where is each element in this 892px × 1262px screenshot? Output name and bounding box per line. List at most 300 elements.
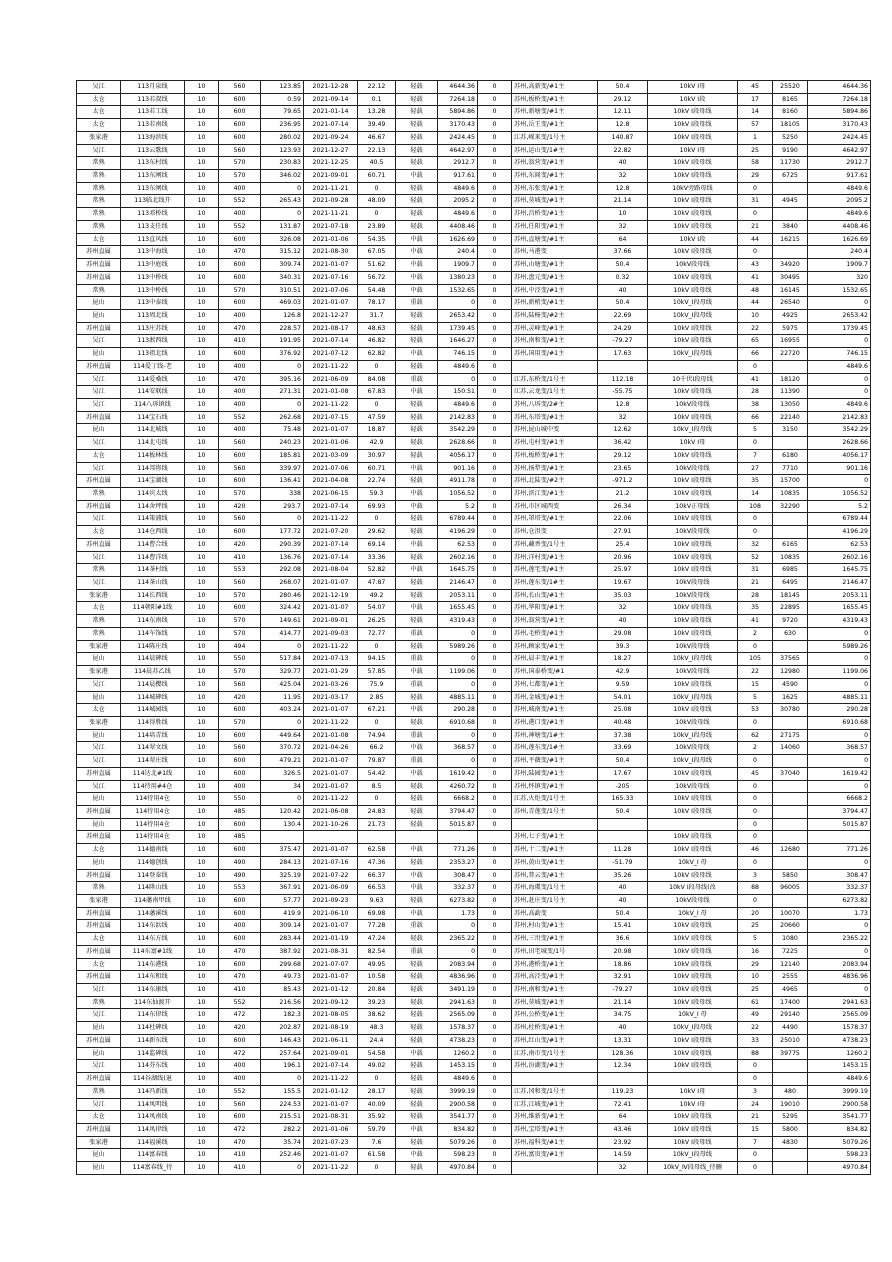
table-row — [77, 144, 871, 157]
cell-available-capacity: 332.37 — [438, 882, 478, 895]
cell-rated-capacity: 400 — [219, 386, 261, 399]
cell-region: 太仓 — [77, 93, 121, 106]
cell-user-count: 0 — [738, 1149, 773, 1162]
cell-user-capacity: 4490 — [773, 1022, 808, 1035]
cell-voltage: 10 — [185, 119, 219, 132]
cell-region: 昆山 — [77, 1022, 121, 1035]
cell-voltage: 10 — [185, 996, 219, 1009]
cell-remaining-capacity: 1578.37 — [808, 1022, 871, 1035]
cell-substation: 苏州,平薇变/#1主 — [512, 755, 598, 768]
cell-bus-section — [648, 1073, 738, 1086]
cell-user-count: 0 — [738, 755, 773, 768]
cell-line-name: 114车饰线 — [121, 627, 185, 640]
cell-line-name: 114藩溪线 — [121, 907, 185, 920]
cell-line-name: 114八坼镇线 — [121, 398, 185, 411]
cell-voltage: 10 — [185, 640, 219, 653]
cell-user-count: 7 — [738, 1136, 773, 1149]
cell-user-capacity — [773, 1073, 808, 1086]
table-row — [77, 704, 871, 717]
cell-remaining-capacity: 2095.2 — [808, 195, 871, 208]
table-row — [77, 271, 871, 284]
cell-bus-section: 10kV_I段母线 — [648, 348, 738, 361]
cell-load-status: 中载 — [396, 907, 438, 920]
cell-remaining-capacity: 2146.47 — [808, 577, 871, 590]
cell-user-count: 41 — [738, 271, 773, 284]
cell-remaining-capacity: 308.47 — [808, 869, 871, 882]
cell-bus-section: 10kV I段母线 — [648, 971, 738, 984]
cell-voltage: 10 — [185, 1047, 219, 1060]
cell-region: 苏州直属 — [77, 869, 121, 882]
cell-max-load: 149.61 — [261, 615, 304, 628]
cell-user-capacity: 8165 — [773, 93, 808, 106]
cell-max-load-date: 2021-08-31 — [304, 1111, 358, 1124]
cell-substation: 苏州,三卅变/#1主 — [512, 933, 598, 946]
cell-line-name: 114宝石线 — [121, 411, 185, 424]
cell-user-count: 52 — [738, 551, 773, 564]
cell-voltage: 10 — [185, 1085, 219, 1098]
cell-line-name: 114北屯线 — [121, 437, 185, 450]
cell-region: 苏州直属 — [77, 475, 121, 488]
cell-region: 苏州直属 — [77, 271, 121, 284]
cell-load-rate: 0 — [358, 716, 396, 729]
cell-line-name: 113中庭线 — [121, 259, 185, 272]
cell-user-count: 66 — [738, 411, 773, 424]
cell-rated-capacity: 600 — [219, 475, 261, 488]
cell-load-rate: 69.93 — [358, 500, 396, 513]
cell-rated-capacity: 570 — [219, 157, 261, 170]
cell-substation-value — [598, 360, 648, 373]
cell-max-load-date: 2021-01-07 — [304, 297, 358, 310]
cell-user-capacity: 37565 — [773, 653, 808, 666]
cell-substation-value: 18.86 — [598, 958, 648, 971]
cell-line-name: 114北城线 — [121, 424, 185, 437]
cell-substation: 苏州,昆山城中变 — [512, 424, 598, 437]
cell-available-capacity: 0 — [438, 945, 478, 958]
cell-load-rate: 48.63 — [358, 322, 396, 335]
cell-max-load: 49.73 — [261, 971, 304, 984]
cell-substation-value: 34.75 — [598, 1009, 648, 1022]
cell-user-capacity: 14060 — [773, 742, 808, 755]
cell-max-load: 375.47 — [261, 844, 304, 857]
cell-max-load-date: 2021-01-12 — [304, 1085, 358, 1098]
cell-flag: 0 — [478, 818, 512, 831]
table-row — [77, 119, 871, 132]
cell-bus-section: 10kV I段母线 — [648, 195, 738, 208]
cell-substation-value: 140.87 — [598, 131, 648, 144]
cell-load-status: 中载 — [396, 742, 438, 755]
cell-line-name: 114板林线 — [121, 449, 185, 462]
cell-region: 常熟 — [77, 220, 121, 233]
cell-rated-capacity: 600 — [219, 602, 261, 615]
cell-load-status: 轻载 — [396, 1098, 438, 1111]
cell-flag: 0 — [478, 780, 512, 793]
cell-substation-value: -79.27 — [598, 335, 648, 348]
cell-max-load: 0 — [261, 640, 304, 653]
cell-region: 太仓 — [77, 933, 121, 946]
cell-max-load-date: 2021-01-19 — [304, 933, 358, 946]
cell-user-count: 0 — [738, 831, 773, 844]
cell-line-name: 114策浦线 — [121, 513, 185, 526]
cell-load-status: 轻载 — [396, 424, 438, 437]
cell-substation-value: 33.69 — [598, 742, 648, 755]
cell-voltage: 10 — [185, 577, 219, 590]
table-row — [77, 780, 871, 793]
cell-load-rate: 22.12 — [358, 81, 396, 94]
cell-flag: 0 — [478, 220, 512, 233]
cell-load-rate: 0 — [358, 1073, 396, 1086]
cell-max-load-date: 2021-01-12 — [304, 984, 358, 997]
cell-region: 太仓 — [77, 602, 121, 615]
cell-user-capacity: 19010 — [773, 1098, 808, 1111]
cell-flag: 0 — [478, 844, 512, 857]
table-row — [77, 984, 871, 997]
cell-substation — [512, 1162, 598, 1175]
cell-substation: 苏州,十二变/#1主 — [512, 844, 598, 857]
cell-load-rate: 54.07 — [358, 602, 396, 615]
cell-rated-capacity: 410 — [219, 984, 261, 997]
cell-max-load: 146.43 — [261, 1034, 304, 1047]
cell-max-load: 299.68 — [261, 958, 304, 971]
table-row — [77, 958, 871, 971]
cell-bus-section: 10kV I段母线 — [648, 945, 738, 958]
cell-remaining-capacity: 5894.86 — [808, 106, 871, 119]
cell-user-capacity: 1080 — [773, 933, 808, 946]
cell-load-rate: 54.35 — [358, 233, 396, 246]
cell-max-load: 479.21 — [261, 755, 304, 768]
cell-load-status: 轻载 — [396, 220, 438, 233]
cell-bus-section: 10kV I段母线 — [648, 984, 738, 997]
cell-voltage: 10 — [185, 907, 219, 920]
cell-flag: 0 — [478, 729, 512, 742]
cell-max-load: 284.13 — [261, 856, 304, 869]
cell-load-status: 中载 — [396, 602, 438, 615]
cell-rated-capacity: 470 — [219, 945, 261, 958]
cell-load-status: 轻载 — [396, 780, 438, 793]
table-row — [77, 233, 871, 246]
cell-user-count: 105 — [738, 653, 773, 666]
cell-user-capacity — [773, 526, 808, 539]
cell-voltage: 10 — [185, 971, 219, 984]
cell-region: 昆山 — [77, 424, 121, 437]
cell-region: 张家港 — [77, 1136, 121, 1149]
cell-line-name: 114陞山线 — [121, 882, 185, 895]
cell-load-rate: 0 — [358, 640, 396, 653]
cell-max-load-date: 2021-01-07 — [304, 780, 358, 793]
cell-rated-capacity: 400 — [219, 424, 261, 437]
cell-voltage: 10 — [185, 157, 219, 170]
cell-available-capacity: 2602.16 — [438, 551, 478, 564]
cell-line-name: 114待用4仓 — [121, 818, 185, 831]
cell-load-rate: 48.3 — [358, 1022, 396, 1035]
cell-user-capacity — [773, 640, 808, 653]
cell-remaining-capacity: 2365.22 — [808, 933, 871, 946]
cell-user-count: 0 — [738, 513, 773, 526]
cell-max-load: 0 — [261, 716, 304, 729]
table-row — [77, 564, 871, 577]
cell-rated-capacity: 400 — [219, 309, 261, 322]
cell-voltage: 10 — [185, 933, 219, 946]
cell-user-count: 25 — [738, 920, 773, 933]
cell-bus-section: 10kV I段母线 — [648, 475, 738, 488]
cell-substation: 江苏,江城变/#1主 — [512, 1098, 598, 1111]
cell-max-load: 185.81 — [261, 449, 304, 462]
cell-substation: 苏州,富贵变/#1主 — [512, 1149, 598, 1162]
cell-region: 苏州直属 — [77, 360, 121, 373]
cell-bus-section: 10kV I段母线 — [648, 805, 738, 818]
cell-substation: 苏州,七都变/#1主 — [512, 678, 598, 691]
cell-voltage: 10 — [185, 627, 219, 640]
cell-flag: 0 — [478, 945, 512, 958]
cell-voltage: 10 — [185, 856, 219, 869]
table-row — [77, 640, 871, 653]
cell-bus-section: 10kV I段母线 — [648, 615, 738, 628]
cell-bus-section: 10kV I段母线 — [648, 246, 738, 259]
cell-line-name: 113邓桥线 — [121, 208, 185, 221]
table-row — [77, 386, 871, 399]
cell-user-capacity: 4590 — [773, 678, 808, 691]
cell-remaining-capacity: 4196.29 — [808, 526, 871, 539]
cell-voltage: 10 — [185, 615, 219, 628]
table-row — [77, 653, 871, 666]
cell-rated-capacity: 570 — [219, 488, 261, 501]
cell-user-count: 0 — [738, 895, 773, 908]
cell-max-load-date: 2021-09-14 — [304, 93, 358, 106]
cell-flag: 0 — [478, 182, 512, 195]
cell-max-load-date: 2021-04-26 — [304, 742, 358, 755]
cell-max-load: 403.24 — [261, 704, 304, 717]
cell-load-rate: 62.82 — [358, 348, 396, 361]
cell-region: 太仓 — [77, 449, 121, 462]
cell-max-load-date: 2021-08-17 — [304, 322, 358, 335]
cell-substation-value: 40 — [598, 895, 648, 908]
cell-user-capacity: 29140 — [773, 1009, 808, 1022]
cell-flag: 0 — [478, 386, 512, 399]
cell-max-load: 0.59 — [261, 93, 304, 106]
cell-available-capacity: 4260.72 — [438, 780, 478, 793]
cell-remaining-capacity: 1655.45 — [808, 602, 871, 615]
cell-max-load: 130.4 — [261, 818, 304, 831]
cell-user-capacity: 6985 — [773, 564, 808, 577]
cell-flag: 0 — [478, 627, 512, 640]
cell-substation: 苏州,公桥变/#1主 — [512, 1009, 598, 1022]
cell-rated-capacity: 570 — [219, 666, 261, 679]
cell-load-status: 轻载 — [396, 360, 438, 373]
cell-bus-section: 10kV_I段母线 — [648, 424, 738, 437]
cell-region: 吴江 — [77, 678, 121, 691]
cell-available-capacity: 834.82 — [438, 1123, 478, 1136]
cell-load-status: 中载 — [396, 500, 438, 513]
cell-load-status: 重载 — [396, 373, 438, 386]
cell-voltage: 10 — [185, 793, 219, 806]
cell-available-capacity: 1655.45 — [438, 602, 478, 615]
cell-voltage: 10 — [185, 844, 219, 857]
cell-remaining-capacity — [808, 831, 871, 844]
cell-bus-section: 10kV I段母线 — [648, 538, 738, 551]
cell-substation: 苏州,市区城西变 — [512, 500, 598, 513]
cell-user-capacity: 2555 — [773, 971, 808, 984]
cell-substation: 苏州,红山变/#1主 — [512, 1034, 598, 1047]
cell-rated-capacity: 400 — [219, 182, 261, 195]
cell-load-rate: 49.95 — [358, 958, 396, 971]
cell-remaining-capacity: 3999.19 — [808, 1085, 871, 1098]
cell-load-status: 轻载 — [396, 208, 438, 221]
cell-bus-section: 10kV I段母线 — [648, 1060, 738, 1073]
cell-voltage: 10 — [185, 882, 219, 895]
cell-load-rate: 49.2 — [358, 589, 396, 602]
cell-user-capacity: 8160 — [773, 106, 808, 119]
cell-region: 张家港 — [77, 666, 121, 679]
cell-max-load-date: 2021-11-22 — [304, 640, 358, 653]
cell-substation — [512, 818, 598, 831]
cell-user-capacity: 9720 — [773, 615, 808, 628]
cell-available-capacity: 1619.42 — [438, 767, 478, 780]
cell-line-name: 113淞西线 — [121, 335, 185, 348]
cell-rated-capacity: 472 — [219, 1009, 261, 1022]
cell-voltage: 10 — [185, 322, 219, 335]
cell-voltage: 10 — [185, 1136, 219, 1149]
cell-flag: 0 — [478, 538, 512, 551]
cell-available-capacity: 1626.69 — [438, 233, 478, 246]
cell-line-name: 114东南线 — [121, 615, 185, 628]
cell-load-status: 轻载 — [396, 805, 438, 818]
cell-rated-capacity: 600 — [219, 767, 261, 780]
cell-substation-value: 165.33 — [598, 793, 648, 806]
cell-available-capacity: 0 — [438, 297, 478, 310]
cell-bus-section: 10kV I段 — [648, 93, 738, 106]
cell-max-load: 136.76 — [261, 551, 304, 564]
cell-bus-section: 10kV正母线 — [648, 500, 738, 513]
cell-remaining-capacity: 1.73 — [808, 907, 871, 920]
cell-available-capacity: 2095.2 — [438, 195, 478, 208]
cell-user-capacity — [773, 793, 808, 806]
cell-load-status: 轻载 — [396, 81, 438, 94]
cell-load-rate: 77.28 — [358, 920, 396, 933]
cell-user-count: 5 — [738, 933, 773, 946]
cell-max-load: 280.46 — [261, 589, 304, 602]
cell-substation: 苏州,南和变/#1主 — [512, 335, 598, 348]
cell-load-status: 轻载 — [396, 640, 438, 653]
cell-bus-section: 10kV段母线 — [648, 742, 738, 755]
cell-substation-value: 36.42 — [598, 437, 648, 450]
cell-load-status: 重载 — [396, 678, 438, 691]
table-row — [77, 1136, 871, 1149]
table-row — [77, 1162, 871, 1175]
cell-user-capacity: 10070 — [773, 907, 808, 920]
cell-user-count: 41 — [738, 615, 773, 628]
cell-max-load-date: 2021-11-22 — [304, 716, 358, 729]
cell-max-load-date: 2021-01-07 — [304, 602, 358, 615]
cell-available-capacity: 3542.29 — [438, 424, 478, 437]
cell-substation-value: 23.92 — [598, 1136, 648, 1149]
cell-remaining-capacity: 0 — [808, 373, 871, 386]
cell-flag: 0 — [478, 856, 512, 869]
cell-voltage: 10 — [185, 895, 219, 908]
cell-remaining-capacity: 4319.43 — [808, 615, 871, 628]
cell-load-status: 轻载 — [396, 411, 438, 424]
cell-substation-value: 22.69 — [598, 309, 648, 322]
cell-remaining-capacity: 5015.87 — [808, 818, 871, 831]
cell-max-load: 236.95 — [261, 119, 304, 132]
cell-load-status: 轻载 — [396, 1085, 438, 1098]
cell-max-load-date: 2021-07-14 — [304, 538, 358, 551]
cell-flag: 0 — [478, 1149, 512, 1162]
cell-load-rate: 49.02 — [358, 1060, 396, 1073]
cell-max-load: 85.43 — [261, 984, 304, 997]
cell-max-load-date: 2021-07-14 — [304, 335, 358, 348]
cell-rated-capacity: 410 — [219, 1149, 261, 1162]
cell-load-status: 重载 — [396, 627, 438, 640]
cell-rated-capacity: 560 — [219, 1098, 261, 1111]
table-row — [77, 488, 871, 501]
cell-load-status: 轻载 — [396, 1073, 438, 1086]
cell-line-name: 114东方线 — [121, 933, 185, 946]
cell-bus-section: 10kV I段母线 — [648, 322, 738, 335]
cell-user-capacity: 26540 — [773, 297, 808, 310]
cell-max-load-date: 2021-01-07 — [304, 704, 358, 717]
cell-substation-value: 12.34 — [598, 1060, 648, 1073]
cell-voltage: 10 — [185, 716, 219, 729]
cell-rated-capacity: 600 — [219, 755, 261, 768]
cell-substation-value: 50.4 — [598, 805, 648, 818]
cell-rated-capacity: 600 — [219, 907, 261, 920]
cell-flag: 0 — [478, 348, 512, 361]
cell-substation: 苏州,罩塔变/#1主 — [512, 513, 598, 526]
cell-substation-value: -51.79 — [598, 856, 648, 869]
cell-substation-value: 27.91 — [598, 526, 648, 539]
table-row — [77, 882, 871, 895]
cell-load-status: 轻载 — [396, 818, 438, 831]
cell-substation-value: 50.4 — [598, 297, 648, 310]
cell-region: 太仓 — [77, 844, 121, 857]
cell-substation-value: 39.3 — [598, 640, 648, 653]
cell-user-capacity — [773, 895, 808, 908]
table-row — [77, 1098, 871, 1111]
cell-substation-value: 25.4 — [598, 538, 648, 551]
cell-load-rate: 38.62 — [358, 1009, 396, 1022]
cell-max-load-date: 2021-06-08 — [304, 805, 358, 818]
cell-bus-section: 10kV I段母线 — [648, 1034, 738, 1047]
cell-max-load: 155.5 — [261, 1085, 304, 1098]
cell-flag: 0 — [478, 551, 512, 564]
cell-user-capacity: 12980 — [773, 666, 808, 679]
cell-user-capacity: 30495 — [773, 271, 808, 284]
cell-load-status: 轻载 — [396, 1034, 438, 1047]
cell-region: 吴江 — [77, 1060, 121, 1073]
cell-region: 吴江 — [77, 1009, 121, 1022]
cell-user-capacity: 480 — [773, 1085, 808, 1098]
cell-flag: 0 — [478, 704, 512, 717]
cell-voltage: 10 — [185, 424, 219, 437]
cell-max-load-date: 2021-01-07 — [304, 577, 358, 590]
cell-bus-section: 10kV I段母线 — [648, 1111, 738, 1124]
cell-bus-section: 10kV_I段母线 — [648, 309, 738, 322]
cell-user-capacity — [773, 1162, 808, 1175]
cell-substation-value: 12.11 — [598, 106, 648, 119]
cell-flag — [478, 831, 512, 844]
table-row — [77, 577, 871, 590]
cell-load-rate: 39.23 — [358, 996, 396, 1009]
cell-bus-section: 10kV_I段母线 — [648, 1022, 738, 1035]
cell-max-load: 177.72 — [261, 526, 304, 539]
cell-flag: 0 — [478, 805, 512, 818]
cell-line-name: 114城碑线 — [121, 691, 185, 704]
cell-max-load-date: 2021-08-05 — [304, 1009, 358, 1022]
cell-load-rate: 82.54 — [358, 945, 396, 958]
cell-bus-section: 10kV I段母线 — [648, 844, 738, 857]
cell-user-capacity — [773, 755, 808, 768]
cell-load-status: 中载 — [396, 564, 438, 577]
cell-region: 苏州直属 — [77, 538, 121, 551]
